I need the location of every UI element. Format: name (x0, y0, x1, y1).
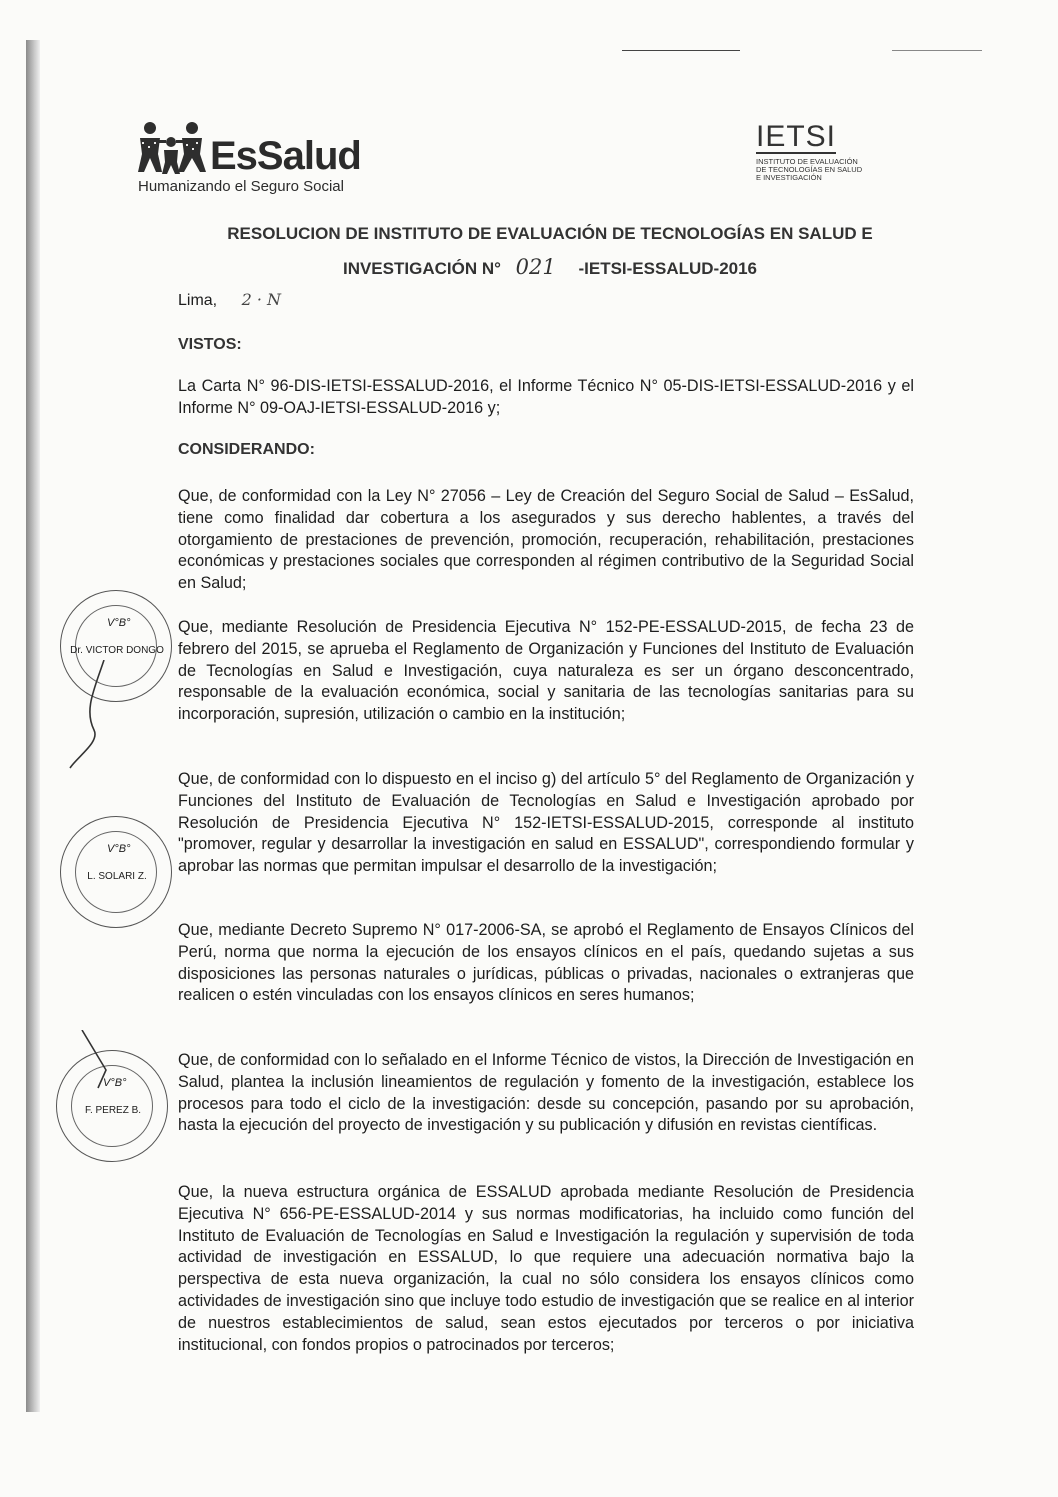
signature-stroke-icon (64, 660, 114, 770)
date-line (178, 290, 281, 310)
date-handwritten: 2 · N (241, 290, 282, 309)
seal-vb-mark: V°B° (103, 1077, 127, 1089)
paragraph-5: Que, de conformidad con lo señalado en el Informe Técnico de vistos, la Dirección de Investigación en Salud, plantea la inclusión lineamientos de regulación y fomento de la investigación, establece los procesos para todo el ciclo de la investigación: desde su concepción, pasando por su aprobación, hasta la ejecución del proyecto de investigación y su publicación y difusión en revistas científicas. (178, 1051, 914, 1135)
ietsi-logo (756, 122, 876, 210)
paragraph-4: Que, mediante Decreto Supremo N° 017-2006-SA, se aprobó el Reglamento de Ensayos Clínicos del Perú, norma que norma la ejecución de los ensayos clínicos en el país, quedando sujetas a sus disposiciones las personas naturales o jurídicas, públicas o privadas, nacionales o extranjeras que realicen o estén vinculadas con los ensayos clínicos en seres humanos; (178, 921, 914, 1005)
heading-vistos: VISTOS: (178, 336, 242, 353)
resolution-title-line2 (150, 255, 950, 279)
ietsi-subtitle: INSTITUTO DE EVALUACIÓN DE TECNOLOGÍAS EN SALUD E INVESTIGACIÓN (756, 157, 863, 182)
top-rule (892, 50, 982, 51)
approval-seal (60, 816, 172, 928)
paragraph-2: Que, mediante Resolución de Presidencia Ejecutiva N° 152-PE-ESSALUD-2015, de fecha 23 de febrero del 2015, se aprueba el Reglamento de Organización y Funciones del Instituto de Evaluación de Tecnologías en Salud e Investigación, cuya naturaleza es ser un órgano desconcentrado, responsable de la evaluación económica, social y sanitaria de las tecnologías sanitarias para su incorporación, supresión, utilización o cambio en la institución; (178, 618, 914, 724)
essalud-tagline: Humanizando el Seguro Social (138, 178, 344, 195)
top-rule (622, 50, 740, 51)
seal-vb-mark: V°B° (107, 617, 131, 629)
paragraph-6: Que, la nueva estructura orgánica de ESSALUD aprobada mediante Resolución de Presidencia Ejecutiva N° 656-PE-ESSALUD-2014 y sus normas modificatorias, ha incluido como función del Instituto de Evaluación de Tecnologías en Salud e Investigación la regulación y supervisión de toda actividad de investigación en ESSALUD, lo que requiere una adecuación normativa bajo la perspectiva de esta nueva organización, la cual no sólo considera los ensayos clínicos como actividades de investigación sino que incluye todo estudio de investigación que se realice en al interior de nuestros establecimientos de salud, sean estos ejecutados por terceros o por iniciativa institucional, con fondos propios o patrocinados por terceros; (178, 1183, 914, 1354)
ietsi-wordmark: IETSI (756, 120, 837, 153)
title-prefix: INVESTIGACIÓN N° (342, 259, 501, 278)
date-label: Lima, (178, 292, 218, 309)
family-figures-icon (136, 120, 212, 176)
resolution-title-line1: RESOLUCION DE INSTITUTO DE EVALUACIÓN DE TECNOLOGÍAS EN SALUD E (227, 224, 873, 243)
scan-edge-shadow (26, 40, 40, 1412)
seal-signatory: L. SOLARI Z. (87, 871, 147, 882)
heading-considerando: CONSIDERANDO: (178, 441, 315, 458)
essalud-logo (136, 120, 366, 200)
seal-signatory: F. PEREZ B. (84, 1105, 142, 1116)
paragraph-vistos: La Carta N° 96-DIS-IETSI-ESSALUD-2016, el Informe Técnico N° 05-DIS-IETSI-ESSALUD-2016 y el Informe N° 09-OAJ-IETSI-ESSALUD-2016 y; (178, 377, 914, 417)
seal-vb-mark: V°B° (107, 843, 131, 855)
signature-stroke-icon (76, 1030, 116, 1090)
paragraph-3: Que, de conformidad con lo dispuesto en el inciso g) del artículo 5° del Reglamento de Organización y Funciones del Instituto de Evaluación de Tecnologías en Salud e Investigación aprobado por Resolución de Presidencia Ejecutiva N° 152-IETSI-ESSALUD-2015, corresponde al instituto "promover, regular y desarrollar la investigación en salud en ESSALUD", correspondiendo formular y aprobar las normas que permitan impulsar el desarrollo de la investigación; (178, 770, 914, 876)
resolution-number: 021 (515, 255, 556, 279)
essalud-wordmark: EsSalud (210, 134, 361, 178)
paragraph-1: Que, de conformidad con la Ley N° 27056 – Ley de Creación del Seguro Social de Salud – EsSalud, tiene como finalidad dar cobertura a los asegurados y sus derecho hablentes, a través del otorgamiento de prestaciones de prevención, promoción, recuperación, rehabilitación, prestaciones económicas y prestaciones sociales que corresponden al régimen contributivo de la Seguridad Social en Salud; (178, 487, 914, 593)
title-suffix: -IETSI-ESSALUD-2016 (578, 259, 758, 278)
seal-signatory: Dr. VICTOR DONGO (70, 645, 164, 656)
